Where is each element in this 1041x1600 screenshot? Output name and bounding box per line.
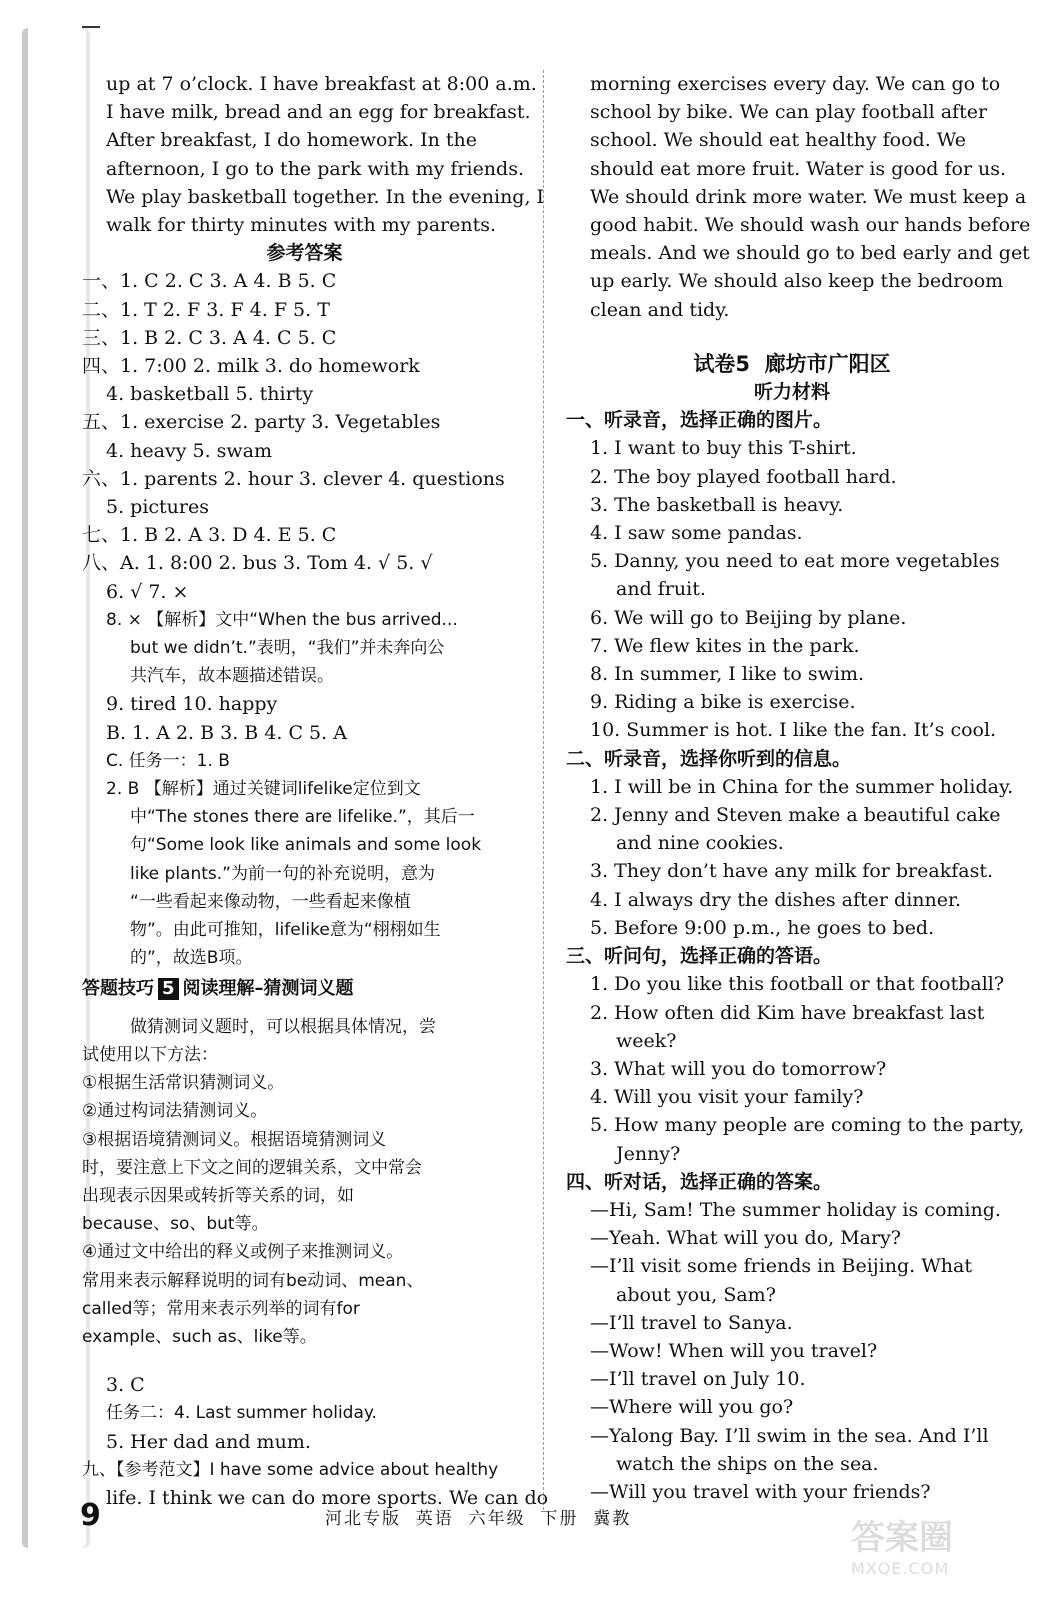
passage-line: afternoon, I go to the park with my friends.: [106, 157, 524, 180]
tip-line: ②通过构词法猜测词义。: [82, 1101, 268, 1122]
listening-item: 2. The boy played football hard.: [590, 465, 897, 488]
answer-line: 9. tired 10. happy: [106, 693, 278, 716]
dialogue-line: —I’ll travel to Sanya.: [590, 1311, 793, 1334]
answer-line: 5. pictures: [106, 496, 209, 519]
answer-line: 三、1. B 2. C 3. A 4. C 5. C: [82, 326, 337, 349]
answer-line: 的”，故选B项。: [130, 948, 253, 969]
listening-item: 2. Jenny and Steven make a beautiful cake: [590, 804, 1001, 827]
passage-line: After breakfast, I do homework. In the: [106, 129, 477, 152]
passage-line: walk for thirty minutes with my parents.: [106, 214, 497, 237]
dialogue-line: —Yalong Bay. I’ll swim in the sea. And I’ll: [590, 1424, 989, 1447]
answer-line: 6. √ 7. ×: [106, 580, 189, 603]
section-heading: 四、听对话，选择正确的答案。: [566, 1170, 833, 1193]
listening-item: 4. I saw some pandas.: [590, 522, 803, 545]
listening-section-3: [566, 942, 1025, 1168]
answer-line: 8. × 【解析】文中“When the bus arrived...: [106, 609, 458, 630]
footer-text: 河北专版 英语 六年级 下册 冀教: [325, 1509, 632, 1529]
listening-item: 7. We flew kites in the park.: [590, 634, 860, 657]
watermark-text: 答案圈: [851, 1518, 953, 1558]
answer-line: 九、【参考范文】I have some advice about healthy: [82, 1459, 499, 1480]
answer-line: 一、1. C 2. C 3. A 4. B 5. C: [82, 270, 337, 293]
after-tip-answers: [82, 1371, 549, 1512]
answers-heading: 参考答案: [266, 242, 343, 265]
listening-item: 1. I want to buy this T-shirt.: [590, 437, 857, 460]
tip-number-badge: 5: [158, 978, 179, 1000]
listening-item: 10. Summer is hot. I like the fan. It’s cool.: [590, 719, 997, 742]
tip-line: 出现表示因果或转折等关系的词，如: [82, 1185, 354, 1206]
passage-line: up early. We should also keep the bedroom: [590, 270, 1004, 293]
listening-item: 2. How often did Kim have breakfast last: [590, 1001, 985, 1024]
tip-line: 常用来表示解释说明的词有be动词、mean、: [82, 1270, 424, 1291]
page-footer: [80, 1498, 980, 1538]
tip-line: called等；常用来表示列举的词有for: [82, 1298, 360, 1319]
passage-line: good habit. We should wash our hands before: [590, 214, 1031, 237]
passage-line: We should drink more water. We must keep a: [590, 185, 1027, 208]
passage-line: should eat more fruit. Water is good for us.: [590, 157, 1007, 180]
section-heading: 二、听录音，选择你听到的信息。: [566, 747, 852, 770]
answer-line: B. 1. A 2. B 3. B 4. C 5. A: [106, 721, 347, 744]
answer-line: 八、A. 1. 8:00 2. bus 3. Tom 4. √ 5. √: [82, 552, 433, 575]
passage-line: morning exercises every day. We can go to: [590, 73, 1001, 95]
answer-list: [82, 267, 527, 972]
answer-line: but we didn’t.”表明，“我们”并未奔向公: [130, 638, 445, 659]
dialogue-line: —Will you travel with your friends?: [590, 1480, 931, 1503]
right-column: [566, 70, 1031, 1506]
dialogue-line: —Wow! When will you travel?: [590, 1339, 878, 1362]
tip-line: example、such as、like等。: [82, 1326, 317, 1347]
answer-line: 五、1. exercise 2. party 3. Vegetables: [82, 411, 441, 434]
section-heading: 一、听录音，选择正确的图片。: [566, 409, 833, 432]
listening-item: 8. In summer, I like to swim.: [590, 663, 865, 686]
answer-line: like plants.”为前一句的补充说明，意为: [130, 863, 435, 884]
paper-title: 试卷5 廊坊市广阳区: [693, 351, 891, 376]
answer-line: 二、1. T 2. F 3. F 4. F 5. T: [82, 298, 330, 321]
tip-line: 时，要注意上下文之间的逻辑关系，文中常会: [82, 1157, 422, 1178]
tip-prefix: 答题技巧: [82, 977, 154, 999]
listening-item: 4. Will you visit your family?: [590, 1086, 864, 1109]
passage-line: meals. And we should go to bed early and get: [590, 242, 1030, 265]
answer-line: 七、1. B 2. A 3. D 4. E 5. C: [82, 524, 337, 547]
listening-item: and fruit.: [616, 578, 706, 601]
tip-title: 阅读理解–猜测词义题: [182, 977, 354, 999]
passage-line: school by bike. We can play football after: [590, 101, 988, 124]
listening-item: 1. I will be in China for the summer holiday.: [590, 775, 1014, 798]
top-dash-mark: [82, 26, 100, 28]
answer-line: 4. heavy 5. swam: [106, 439, 273, 462]
answer-line: 3. C: [106, 1374, 145, 1397]
passage-line: I have milk, bread and an egg for breakfast.: [106, 101, 531, 124]
dialogue-line: —Where will you go?: [590, 1396, 794, 1419]
answer-line: C. 任务一：1. B: [106, 750, 230, 771]
answer-line: life. I think we can do more sports. We can do: [106, 1486, 549, 1509]
watermark-logo: [851, 1510, 1021, 1590]
dialogue-line: —Yeah. What will you do, Mary?: [590, 1227, 901, 1250]
tip-header: [82, 975, 527, 1003]
listening-item: 3. They don’t have any milk for breakfast.: [590, 860, 993, 883]
dialogue-line: about you, Sam?: [616, 1283, 776, 1306]
tip-line: 做猜测词义题时，可以根据具体情况，尝: [130, 1016, 436, 1037]
answer-line: 六、1. parents 2. hour 3. clever 4. questions: [82, 467, 505, 490]
tip-line: because、so、but等。: [82, 1214, 269, 1235]
listening-item: 6. We will go to Beijing by plane.: [590, 606, 907, 629]
tip-line: ④通过文中给出的释义或例子来推测词义。: [82, 1242, 404, 1263]
listening-heading: 听力材料: [753, 381, 830, 404]
answer-line: 中“The stones there are lifelike.”，其后一: [130, 807, 475, 828]
answer-line: 5. Her dad and mum.: [106, 1430, 311, 1453]
section-heading: 三、听问句，选择正确的答语。: [566, 945, 833, 968]
listening-item: 3. The basketball is heavy.: [590, 493, 844, 516]
passage-line: up at 7 o’clock. I have breakfast at 8:00 a.m.: [106, 73, 537, 95]
tip-line: 试使用以下方法：: [82, 1044, 218, 1065]
answer-line: 物”。由此可推知，lifelike意为“栩栩如生: [130, 920, 441, 941]
tip-line: ③根据语境猜测词义。根据语境猜测词义: [82, 1129, 387, 1150]
listening-item: 5. How many people are coming to the party,: [590, 1114, 1025, 1137]
decorative-border: [22, 28, 90, 1548]
essay-passage-left: [82, 70, 545, 239]
answer-line: 2. B 【解析】通过关键词lifelike定位到文: [106, 779, 421, 800]
passage-line: We play basketball together. In the evening, I: [106, 185, 545, 208]
listening-item: week?: [616, 1029, 677, 1052]
passage-line: school. We should eat healthy food. We: [590, 129, 967, 152]
listening-item: 5. Danny, you need to eat more vegetables: [590, 550, 1000, 573]
page-number: 9: [80, 1498, 101, 1533]
listening-item: 5. Before 9:00 p.m., he goes to bed.: [590, 916, 935, 939]
essay-passage-right: [566, 70, 1031, 324]
tip-box: [82, 975, 527, 1352]
listening-item: 3. What will you do tomorrow?: [590, 1057, 887, 1080]
answer-line: 句“Some look like animals and some look: [130, 835, 482, 856]
dialogue-line: —I’ll visit some friends in Beijing. What: [590, 1255, 972, 1278]
listening-section-4: [566, 1168, 1018, 1506]
listening-item: Jenny?: [616, 1142, 681, 1165]
dialogue-line: —Hi, Sam! The summer holiday is coming.: [590, 1198, 1001, 1221]
listening-item: and nine cookies.: [616, 832, 784, 855]
left-column: [82, 70, 549, 1512]
listening-section-2: [566, 745, 1018, 942]
listening-item: 4. I always dry the dishes after dinner.: [590, 888, 962, 911]
column-divider: [543, 70, 544, 1510]
dialogue-line: watch the ships on the sea.: [616, 1452, 879, 1475]
dialogue-line: —I’ll travel on July 10.: [590, 1368, 806, 1391]
answer-line: 共汽车，故本题描述错误。: [130, 666, 334, 687]
passage-line: clean and tidy.: [590, 298, 730, 321]
watermark-url: MXQE.COM: [851, 1559, 950, 1578]
listening-item: 1. Do you like this football or that football?: [590, 973, 1005, 996]
answer-line: 4. basketball 5. thirty: [106, 383, 314, 406]
answer-line: 四、1. 7:00 2. milk 3. do homework: [82, 355, 420, 378]
tip-line: ①根据生活常识猜测词义。: [82, 1073, 285, 1094]
answer-line: “一些看起来像动物，一些看起来像植: [130, 891, 411, 912]
listening-section-1: [566, 406, 1018, 744]
answer-line: 任务二：4. Last summer holiday.: [106, 1403, 377, 1424]
listening-item: 9. Riding a bike is exercise.: [590, 691, 856, 714]
